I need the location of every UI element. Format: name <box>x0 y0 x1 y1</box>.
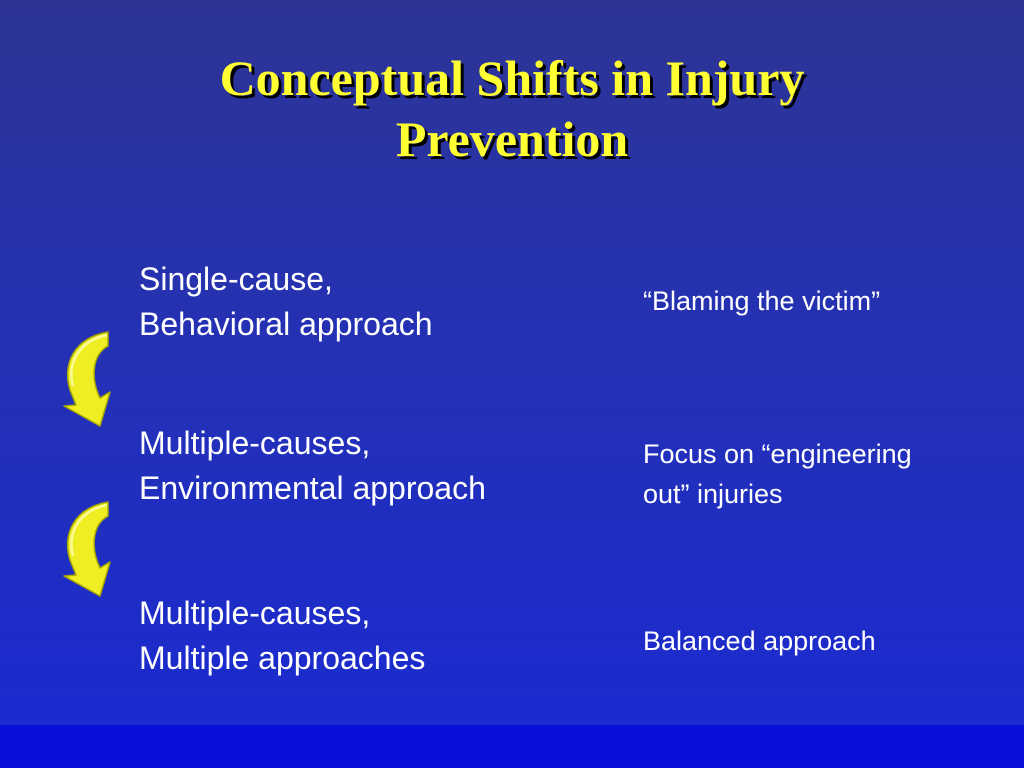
approach-item-2 <box>139 421 486 511</box>
slide-title <box>0 48 1024 170</box>
title-line-2: Prevention <box>395 111 629 167</box>
approach-item-3-line-1: Multiple-causes, <box>139 595 371 631</box>
approach-item-1-line-1: Single-cause, <box>139 261 333 297</box>
bottom-band <box>0 725 1024 768</box>
description-item-1 <box>643 281 880 321</box>
description-item-2-line-1: Focus on “engineering <box>643 439 912 469</box>
approach-item-3 <box>139 591 425 681</box>
approach-item-2-line-1: Multiple-causes, <box>139 425 371 461</box>
description-item-3 <box>643 621 876 661</box>
approach-item-1-line-2: Behavioral approach <box>139 306 433 342</box>
title-line-1: Conceptual Shifts in Injury <box>219 50 805 106</box>
approach-item-2-line-2: Environmental approach <box>139 470 486 506</box>
curved-down-arrow-icon <box>60 328 116 428</box>
description-item-2-line-2: out” injuries <box>643 479 783 509</box>
approach-item-3-line-2: Multiple approaches <box>139 640 426 676</box>
curved-down-arrow-icon <box>60 498 116 598</box>
approach-item-1 <box>139 257 433 347</box>
description-item-3-line-1: Balanced approach <box>643 626 876 656</box>
description-item-2 <box>643 434 912 514</box>
description-item-1-line-1: “Blaming the victim” <box>643 286 881 316</box>
